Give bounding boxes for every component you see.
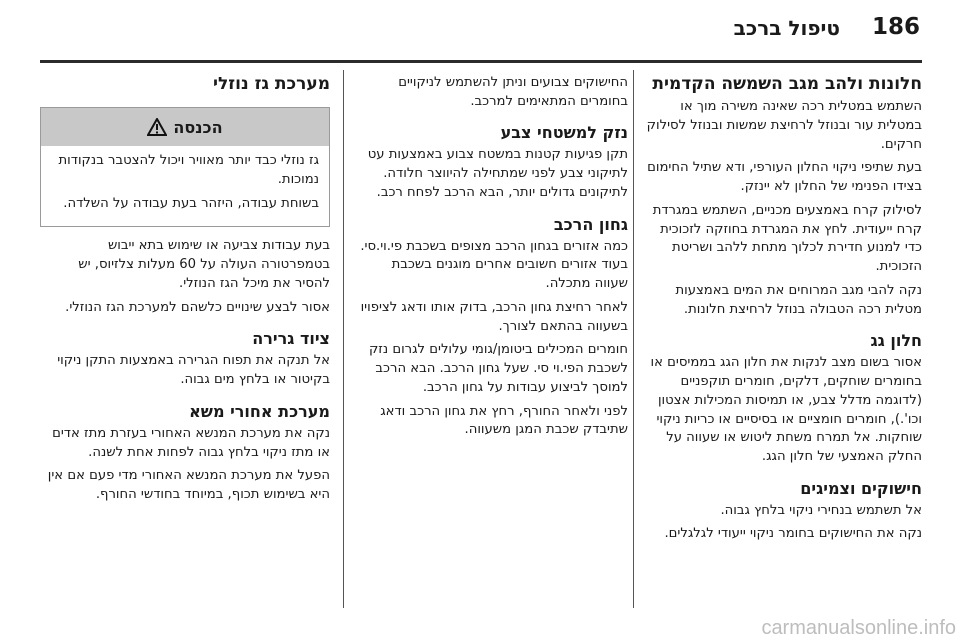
column-middle (356, 74, 628, 445)
section-heading: חלונות ולהב מגב השמשה הקדמית (652, 74, 922, 94)
section-heading: ציוד גרירה (252, 329, 330, 349)
column-divider (633, 70, 634, 608)
paragraph: השתמש במטלית רכה שאינה משירה מוך או במטלית עור ובנוזל לרחיצת שמשות ובנוזל לסילוק חרקים. (646, 99, 922, 152)
paragraph: בעת שתיפי ניקוי החלון העורפי, ודא שתיל החימום בצידו הפנימי של החלון לא יינזק. (647, 160, 922, 195)
warning-title: הכנסה (173, 117, 223, 137)
warning-text: בשוחת עבודה, היזהר בעת עבודה על השלדה. (63, 195, 319, 211)
page-header (0, 0, 960, 62)
paragraph: בעת עבודות צביעה או שימוש בתא ייבוש בטמפרטורה העולה על 60 מעלות צלזיוס, יש להסיר את מיכל הגז הנוזלי. (78, 238, 330, 291)
paragraph: אל תנקה את תפוח הגרירה באמצעות התקן ניקוי בקיטור או בלחץ מים גבוה. (57, 353, 330, 388)
paragraph: הפעל את מערכת המנשא האחורי מדי פעם אם אין היא בשימוש תכוף, במיוחד בחודשי החורף. (47, 468, 330, 503)
warning-body (41, 146, 329, 226)
paragraph: נקה להבי מגב המרוחים את המים באמצעות מטלית רכה הטבולה בנוזל לרחיצת חלונות. (675, 282, 922, 317)
column-left (40, 74, 330, 510)
paragraph: נקה את מערכת המנשא האחורי בעזרת מתז אדים או מתז ניקוי בלחץ גבוה לפחות אחת לשנה. (52, 425, 330, 460)
page-number: 186 (871, 14, 920, 40)
paragraph: אסור לבצע שינויים כלשהם למערכת הגז הנוזלי. (65, 299, 330, 315)
section-heading: חלון גג (870, 331, 922, 351)
header-rule (40, 60, 922, 63)
chapter-title: טיפול ברכב (733, 16, 840, 40)
column-divider (343, 70, 344, 608)
warning-box (40, 107, 330, 227)
section-heading: גחון הרכב (553, 214, 628, 234)
section-heading: חישוקים וצמיגים (800, 478, 922, 498)
section-heading: מערכת אחורי משא (189, 401, 330, 421)
paragraph: לסילוק קרח באמצעים מכניים, השתמש במגרדת קרח ייעודית. לחץ את המגרדת בחוזקה לזכוכית כדי למנוע חדירת לכלוך מתחת ללהב ושריטת הזכוכית. (652, 202, 922, 275)
paragraph: אל תשתמש בנחירי ניקוי בלחץ גבוה. (720, 502, 922, 518)
section-heading: מערכת גז נוזלי (213, 74, 330, 94)
column-right (640, 74, 922, 549)
section-heading: נזק למשטחי צבע (500, 123, 628, 143)
paragraph: תקן פגיעות קטנות במשטח צבוע באמצעות עט לתיקוני צבע לפני שמתחילה להיווצר חלודה. לתיקונים גדולים יותר, הבא הרכב לפחח רכב. (367, 147, 628, 200)
paragraph: חומרים המכילים ביטומן/גומי עלולים לגרום נזק לשכבת הפי.וי סי. שעל גחון הרכב. הבא הרכב למוסך לביצוע עבודות על גחון הרכב. (368, 342, 628, 395)
warning-text: גז נוזלי כבד יותר מאוויר ויכול להצטבר בנקודות נמוכות. (58, 153, 319, 187)
paragraph: כמה אזורים בגחון הרכב מצופים בשכבת פי.וי.סי. בעוד אזורים חשובים אחרים מוגנים בשכבת שעווה מתכלה. (360, 238, 628, 292)
paragraph: לאחר רחיצת גחון הרכב, בדוק אותו ודאג לציפויו בשעווה בהתאם לצורך. (360, 299, 628, 334)
watermark: carmanualsonline.info (761, 617, 956, 639)
warning-header (41, 108, 329, 146)
paragraph: החישוקים צבועים וניתן להשתמש לניקויים בחומרים המתאימים למרכב. (398, 75, 628, 109)
paragraph: נקה את החישוקים בחומר ניקוי ייעודי לגלגלים. (664, 526, 922, 542)
paragraph: אסור בשום מצב לנקות את חלון הגג בממיסים או בחומרים שוחקים, דלקים, חומרים תוקפניים (לדוגמה מדלל צבע, או תמיסות המכילות אצטון וכו'.), חומרים חומציים או בסיסיים או כריות ניקוי שוחקות. אל תמרח משחת ליטוש או שעווה על החלק האמצעי של חלון הגג. (650, 355, 922, 464)
paragraph: לפני ולאחר החורף, רחץ את גחון הרכב ודאג שתיבדק שכבת המגן משעווה. (380, 403, 628, 438)
warning-triangle-icon (147, 118, 167, 136)
